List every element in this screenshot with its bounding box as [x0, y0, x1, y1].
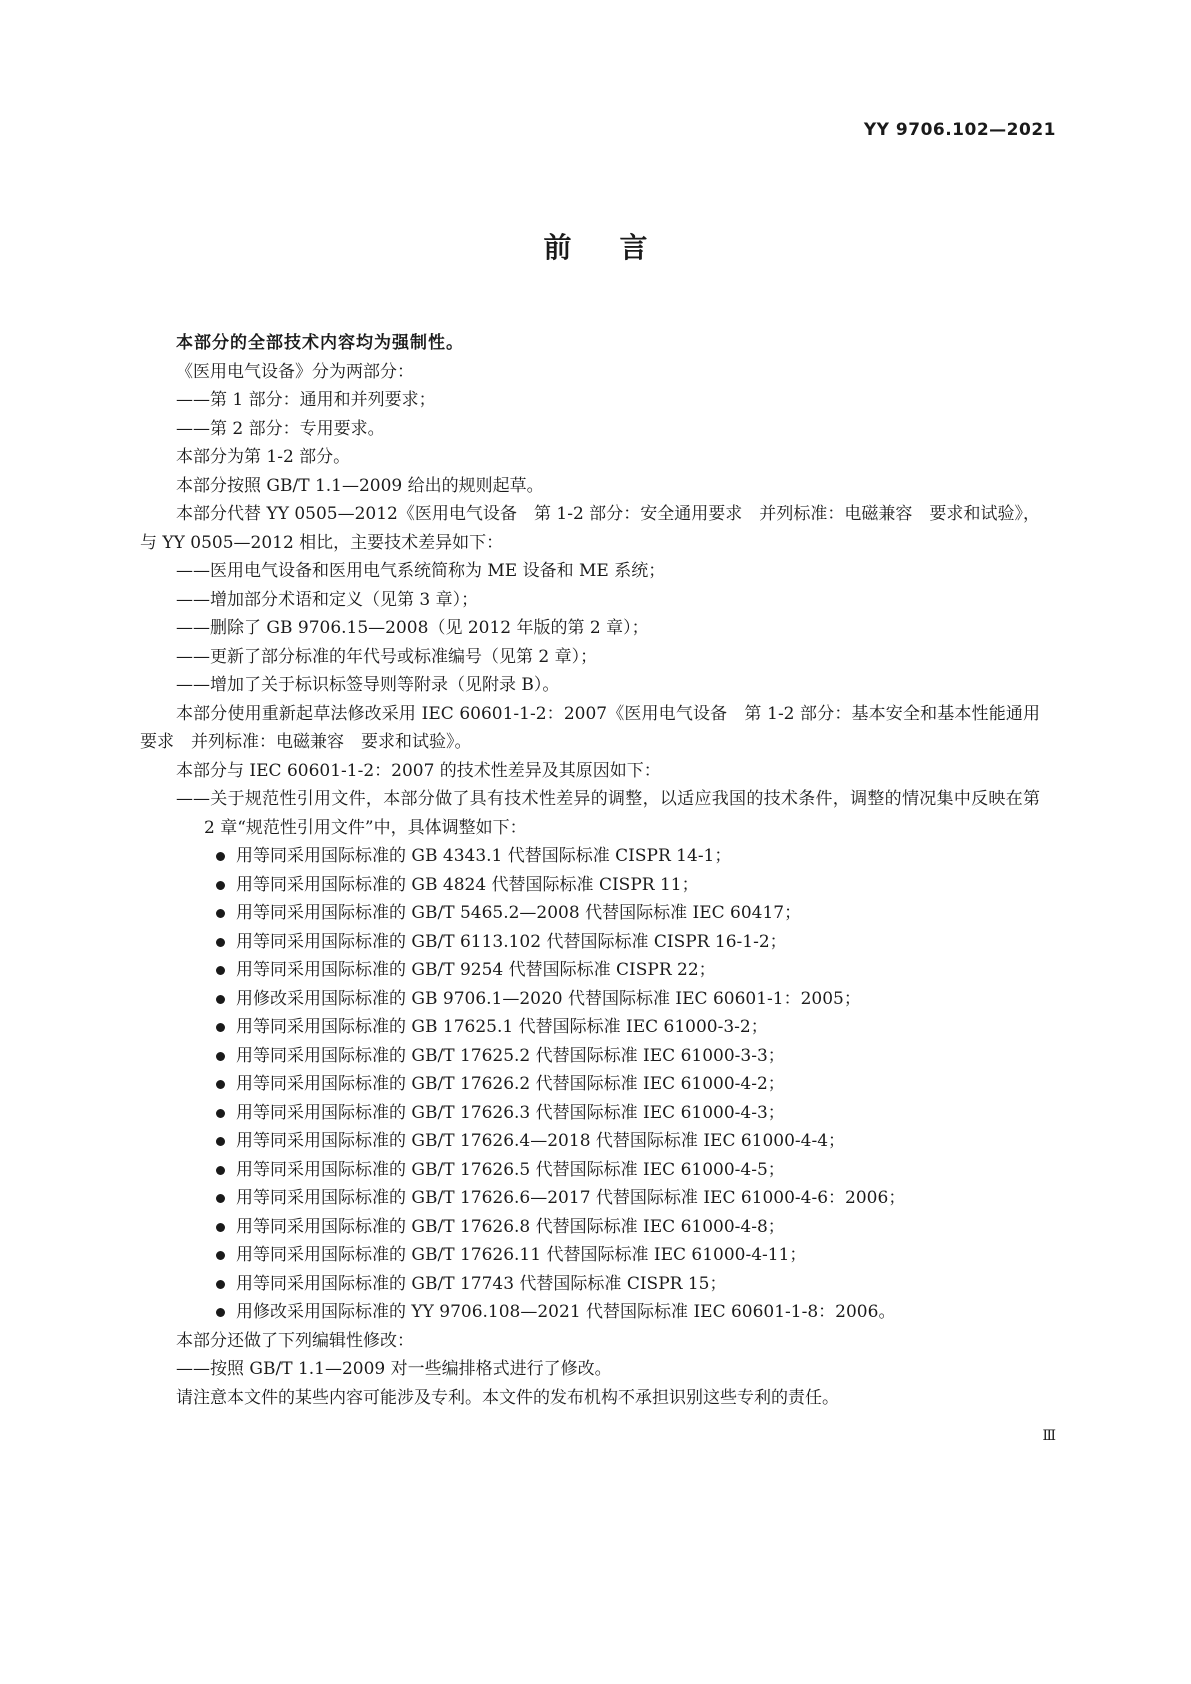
bullet-dot-icon [216, 1223, 225, 1232]
bullet-item: 用等同采用国际标准的 GB/T 17626.4—2018 代替国际标准 IEC 61000-4-4； [140, 1127, 1040, 1156]
bullet-dot-icon [216, 1080, 225, 1089]
foreword-body [140, 329, 1040, 1412]
paragraph: 本部分还做了下列编辑性修改： [176, 1330, 414, 1351]
bullet-item: 用等同采用国际标准的 GB/T 6113.102 代替国际标准 CISPR 16-1-2； [140, 928, 1040, 957]
bullet-item: 用等同采用国际标准的 GB 17625.1 代替国际标准 IEC 61000-3-2； [140, 1013, 1040, 1042]
paragraph: 本部分按照 GB/T 1.1—2009 给出的规则起草。 [176, 475, 544, 496]
dash-item: ——按照 GB/T 1.1—2009 对一些编排格式进行了修改。 [176, 1359, 612, 1379]
paragraph: 本部分代替 YY 0505—2012《医用电气设备 第 1-2 部分：安全通用要求 并列标准：电磁兼容 要求和试验》，与 YY 0505—2012 相比，主要技术差异如下： [140, 504, 1040, 553]
bullet-dot-icon [216, 1109, 225, 1118]
dash-item: ——第 1 部分：通用和并列要求； [176, 390, 436, 410]
bullet-dot-icon [216, 1166, 225, 1175]
bullet-item: 用等同采用国际标准的 GB/T 17626.11 代替国际标准 IEC 61000-4-11； [140, 1241, 1040, 1270]
bullet-dot-icon [216, 1052, 225, 1061]
page-number: Ⅲ [1042, 1428, 1056, 1444]
bullet-dot-icon [216, 881, 225, 890]
bullet-item: 用修改采用国际标准的 YY 9706.108—2021 代替国际标准 IEC 60601-1-8：2006。 [140, 1298, 1040, 1327]
bullet-item: 用等同采用国际标准的 GB/T 5465.2—2008 代替国际标准 IEC 60417； [140, 899, 1040, 928]
dash-item: ——增加部分术语和定义（见第 3 章）； [176, 589, 479, 610]
bullet-dot-icon [216, 1280, 225, 1289]
bullet-item: 用等同采用国际标准的 GB/T 17743 代替国际标准 CISPR 15； [140, 1270, 1040, 1299]
dash-item: ——更新了部分标准的年代号或标准编号（见第 2 章）； [176, 646, 598, 667]
bullet-dot-icon [216, 1137, 225, 1146]
bullet-dot-icon [216, 938, 225, 947]
dash-item: ——删除了 GB 9706.15—2008（见 2012 年版的第 2 章）； [176, 618, 649, 638]
bullet-dot-icon [216, 852, 225, 861]
bullet-item: 用等同采用国际标准的 GB/T 17626.2 代替国际标准 IEC 61000-4-2； [140, 1070, 1040, 1099]
paragraph: 本部分与 IEC 60601-1-2：2007 的技术性差异及其原因如下： [176, 760, 661, 781]
bullet-dot-icon [216, 909, 225, 918]
bullet-dot-icon [216, 1194, 225, 1203]
bullet-dot-icon [216, 966, 225, 975]
bullet-item: 用等同采用国际标准的 GB/T 9254 代替国际标准 CISPR 22； [140, 956, 1040, 985]
mandatory-statement: 本部分的全部技术内容均为强制性。 [176, 333, 464, 353]
bullet-dot-icon [216, 1251, 225, 1260]
bullet-item: 用等同采用国际标准的 GB 4343.1 代替国际标准 CISPR 14-1； [140, 842, 1040, 871]
bullet-item: 用等同采用国际标准的 GB/T 17626.6—2017 代替国际标准 IEC 61000-4-6：2006； [140, 1184, 1040, 1213]
dash-item: ——医用电气设备和医用电气系统简称为 ME 设备和 ME 系统； [176, 561, 666, 581]
bullet-list [140, 842, 1040, 1327]
patent-notice: 请注意本文件的某些内容可能涉及专利。本文件的发布机构不承担识别这些专利的责任。 [176, 1387, 839, 1408]
bullet-item: 用修改采用国际标准的 GB 9706.1—2020 代替国际标准 IEC 60601-1：2005； [140, 985, 1040, 1014]
paragraph: 本部分为第 1-2 部分。 [176, 447, 351, 467]
bullet-dot-icon [216, 995, 225, 1004]
bullet-item: 用等同采用国际标准的 GB/T 17625.2 代替国际标准 IEC 61000-3-3； [140, 1042, 1040, 1071]
bullet-item: 用等同采用国际标准的 GB/T 17626.8 代替国际标准 IEC 61000-4-8； [140, 1213, 1040, 1242]
bullet-dot-icon [216, 1308, 225, 1317]
dash-item: ——关于规范性引用文件，本部分做了具有技术性差异的调整，以适应我国的技术条件，调整的情况集中反映在第 2 章“规范性引用文件”中，具体调整如下： [176, 789, 1040, 838]
paragraph: 《医用电气设备》分为两部分： [176, 361, 414, 382]
paragraph: 本部分使用重新起草法修改采用 IEC 60601-1-2：2007《医用电气设备 第 1-2 部分：基本安全和基本性能通用要求 并列标准：电磁兼容 要求和试验》。 [140, 703, 1040, 752]
bullet-item: 用等同采用国际标准的 GB 4824 代替国际标准 CISPR 11； [140, 871, 1040, 900]
bullet-dot-icon [216, 1023, 225, 1032]
bullet-item: 用等同采用国际标准的 GB/T 17626.3 代替国际标准 IEC 61000-4-3； [140, 1099, 1040, 1128]
dash-item: ——增加了关于标识标签导则等附录（见附录 B）。 [176, 675, 560, 695]
dash-item: ——第 2 部分：专用要求。 [176, 418, 385, 439]
page-title: 前言 [543, 231, 696, 264]
bullet-item: 用等同采用国际标准的 GB/T 17626.5 代替国际标准 IEC 61000-4-5； [140, 1156, 1040, 1185]
standard-number: YY 9706.102—2021 [863, 120, 1056, 140]
